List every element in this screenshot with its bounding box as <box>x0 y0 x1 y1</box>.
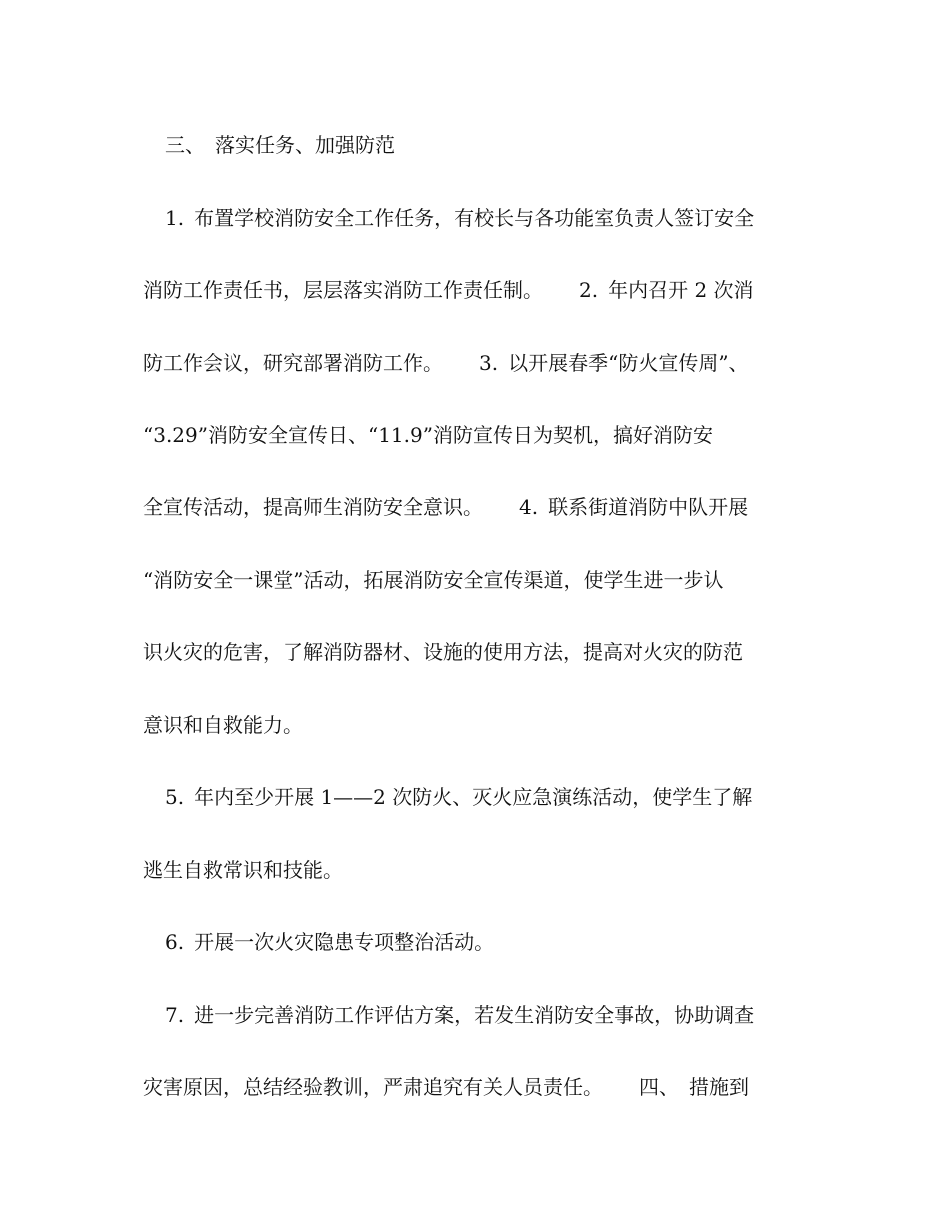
line-text: “消防安全一课堂”活动，拓展消防安全宣传渠道，使学生进一步认 <box>143 568 724 592</box>
paragraph-line <box>143 710 813 740</box>
item-text: 以开展春季“防火宣传周”、 <box>508 351 749 375</box>
line-text: 意识和自救能力。 <box>143 713 303 737</box>
line-text: 识火灾的危害，了解消防器材、设施的使用方法，提高对火灾的防范 <box>143 640 743 664</box>
paragraph-line <box>143 420 813 450</box>
item-text: 年内召开 2 次消 <box>608 278 754 302</box>
item-number: 1. <box>165 206 185 230</box>
section-number: 四、 <box>639 1075 679 1099</box>
item-text: 布置学校消防安全工作任务，有校长与各功能室负责人签订安全 <box>194 206 755 230</box>
item-number: 5. <box>165 785 185 809</box>
item-text: 年内至少开展 1——2 次防火、灭火应急演练活动，使学生了解 <box>194 785 753 809</box>
line-text: “3.29”消防安全宣传日、“11.9”消防宣传日为契机，搞好消防安 <box>143 423 713 447</box>
item-number: 2. <box>579 278 599 302</box>
item-text: 进一步完善消防工作评估方案，若发生消防安全事故，协助调查 <box>194 1003 755 1027</box>
paragraph-line <box>165 782 835 812</box>
item-number: 4. <box>519 495 539 519</box>
item-text: 联系街道消防中队开展 <box>548 495 749 519</box>
paragraph-line <box>143 492 813 522</box>
line-text: 灾害原因，总结经验教训，严肃追究有关人员责任。 <box>143 1075 603 1099</box>
section-number: 三、 <box>165 133 205 157</box>
item-number: 7. <box>165 1003 185 1027</box>
paragraph-line <box>143 565 813 595</box>
item-number: 6. <box>165 930 185 954</box>
section-heading-3 <box>165 130 835 160</box>
paragraph-line <box>143 348 813 378</box>
paragraph-line <box>143 637 813 667</box>
paragraph-line <box>143 855 813 885</box>
paragraph-line <box>143 1072 813 1102</box>
line-text: 全宣传活动，提高师生消防安全意识。 <box>143 495 483 519</box>
paragraph-line <box>165 927 835 957</box>
item-text: 开展一次火灾隐患专项整治活动。 <box>194 930 495 954</box>
paragraph-line <box>165 203 835 233</box>
line-text: 消防工作责任书，层层落实消防工作责任制。 <box>143 278 543 302</box>
line-text: 逃生自救常识和技能。 <box>143 858 343 882</box>
paragraph-line <box>143 275 813 305</box>
line-text: 防工作会议，研究部署消防工作。 <box>143 351 443 375</box>
section-title: 落实任务、加强防范 <box>215 133 395 157</box>
item-number: 3. <box>479 351 499 375</box>
paragraph-line <box>165 1000 835 1030</box>
section-title: 措施到 <box>689 1075 749 1099</box>
